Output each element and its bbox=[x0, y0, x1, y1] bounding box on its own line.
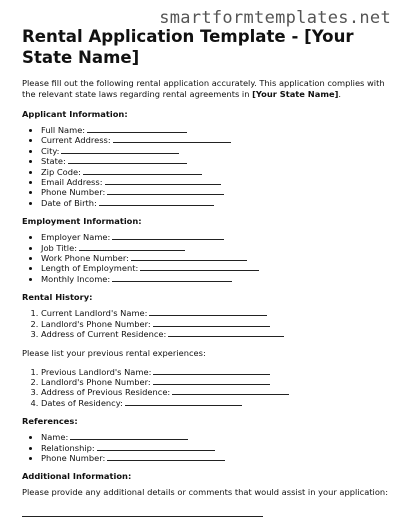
list-item bbox=[41, 443, 390, 453]
applicant-heading: Applicant Information: bbox=[22, 109, 128, 119]
list-item bbox=[41, 125, 390, 135]
list-item bbox=[41, 387, 390, 397]
field-label: Landlord's Phone Number: bbox=[41, 376, 151, 387]
reference-phone-field[interactable] bbox=[107, 453, 225, 461]
employment-list bbox=[22, 232, 390, 284]
intro-state-name: [Your State Name] bbox=[252, 89, 339, 99]
references-list bbox=[22, 432, 390, 463]
list-item bbox=[41, 319, 390, 329]
list-item bbox=[41, 329, 390, 339]
field-label: Phone Number: bbox=[41, 452, 106, 463]
site-watermark: smartformtemplates.net bbox=[159, 8, 391, 28]
additional-prompt: Please provide any additional details or comments that would assist in your application: bbox=[22, 487, 388, 498]
list-item bbox=[41, 232, 390, 242]
rental-history-list bbox=[22, 308, 390, 339]
field-label: City: bbox=[41, 145, 60, 156]
email-field[interactable] bbox=[105, 177, 221, 185]
landlord-phone-field[interactable] bbox=[153, 319, 270, 327]
field-label: Previous Landlord's Name: bbox=[41, 366, 152, 377]
list-item bbox=[41, 453, 390, 463]
field-label: Job Title: bbox=[41, 242, 78, 253]
references-heading: References: bbox=[22, 416, 78, 427]
list-item bbox=[41, 243, 390, 253]
additional-details-field[interactable] bbox=[22, 516, 263, 517]
field-label: Employer Name: bbox=[41, 232, 111, 243]
field-label: Current Address: bbox=[41, 135, 111, 146]
field-label: Dates of Residency: bbox=[41, 397, 123, 408]
field-label: Landlord's Phone Number: bbox=[41, 318, 151, 329]
intro-paragraph bbox=[22, 78, 390, 100]
previous-landlord-name-field[interactable] bbox=[153, 367, 270, 375]
list-item bbox=[41, 308, 390, 318]
field-label: Zip Code: bbox=[41, 166, 81, 177]
field-label: Monthly Income: bbox=[41, 273, 111, 284]
field-label: Phone Number: bbox=[41, 187, 106, 198]
job-title-field[interactable] bbox=[79, 243, 185, 251]
additional-heading: Additional Information: bbox=[22, 471, 132, 482]
monthly-income-field[interactable] bbox=[112, 274, 232, 282]
field-label: Address of Previous Residence: bbox=[41, 387, 171, 398]
field-label: State: bbox=[41, 156, 66, 167]
list-item bbox=[41, 167, 390, 177]
full-name-field[interactable] bbox=[87, 125, 187, 133]
page-title: Rental Application Template - [Your State Name] bbox=[22, 27, 354, 67]
list-item bbox=[41, 432, 390, 442]
length-of-employment-field[interactable] bbox=[140, 263, 259, 271]
field-label: Address of Current Residence: bbox=[41, 329, 167, 340]
list-item bbox=[41, 398, 390, 408]
list-item bbox=[41, 377, 390, 387]
document-page bbox=[22, 26, 390, 517]
current-landlord-name-field[interactable] bbox=[149, 308, 267, 316]
list-item bbox=[41, 177, 390, 187]
field-label: Name: bbox=[41, 432, 69, 443]
list-item bbox=[41, 263, 390, 273]
list-item bbox=[41, 367, 390, 377]
field-label: Work Phone Number: bbox=[41, 253, 129, 264]
previous-residence-address-field[interactable] bbox=[172, 387, 289, 395]
previous-landlord-phone-field[interactable] bbox=[153, 377, 270, 385]
field-label: Relationship: bbox=[41, 442, 95, 453]
intro-text: Please fill out the following rental application accurately. This application complies with the relevant state laws regarding rental agreements in bbox=[22, 78, 385, 99]
rental-history-heading: Rental History: bbox=[22, 292, 93, 303]
list-item bbox=[41, 253, 390, 263]
city-field[interactable] bbox=[61, 146, 179, 154]
previous-rentals-prompt: Please list your previous rental experiences: bbox=[22, 347, 206, 358]
dates-of-residency-field[interactable] bbox=[125, 398, 242, 406]
state-field[interactable] bbox=[68, 156, 187, 164]
employer-name-field[interactable] bbox=[112, 232, 224, 240]
reference-relationship-field[interactable] bbox=[97, 443, 215, 451]
list-item bbox=[41, 187, 390, 197]
field-label: Date of Birth: bbox=[41, 197, 97, 208]
list-item bbox=[41, 156, 390, 166]
list-item bbox=[41, 135, 390, 145]
field-label: Length of Employment: bbox=[41, 263, 139, 274]
current-address-field[interactable] bbox=[113, 135, 231, 143]
list-item bbox=[41, 274, 390, 284]
phone-number-field[interactable] bbox=[107, 187, 224, 195]
list-item bbox=[41, 146, 390, 156]
current-residence-address-field[interactable] bbox=[168, 329, 284, 337]
intro-end: . bbox=[338, 89, 342, 99]
date-of-birth-field[interactable] bbox=[99, 198, 214, 206]
reference-name-field[interactable] bbox=[70, 432, 188, 440]
applicant-list bbox=[22, 125, 390, 208]
field-label: Current Landlord's Name: bbox=[41, 308, 148, 319]
previous-rentals-list bbox=[22, 367, 390, 409]
list-item bbox=[41, 198, 390, 208]
work-phone-field[interactable] bbox=[131, 253, 247, 261]
field-label: Full Name: bbox=[41, 125, 86, 135]
field-label: Email Address: bbox=[41, 177, 103, 188]
zip-code-field[interactable] bbox=[83, 167, 202, 175]
employment-heading: Employment Information: bbox=[22, 216, 142, 227]
